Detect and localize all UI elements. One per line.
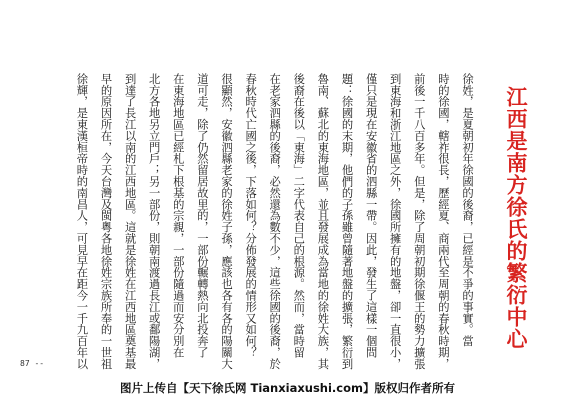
- page-number: 87 --: [20, 359, 45, 368]
- text-column: 在東海地區已經札下根基的宗親，一部份隨過而安分別在: [171, 73, 185, 358]
- text-column: 春秋時代亡國之後，下落如何？分佈發展的情形又如何？: [244, 73, 258, 358]
- text-column: 徐姓，是夏朝初年徐國的後裔，已經是不爭的事實。當: [461, 73, 474, 347]
- text-column: 題：徐國的末期，他們的子孫雖曾隨著地盤的擴張，繁衍到: [340, 73, 354, 370]
- text-column: 到達了長江以南的江西地區。這就是徐姓在江西地區奠基最: [123, 73, 137, 370]
- text-column: 北方各地另立門戶；另一部份，則朝南渡過長江或鄱陽湖，: [147, 73, 161, 370]
- text-column: 徐輝，是東漢桓帝時的南昌人，可見早在距今一千九百年以: [75, 73, 89, 370]
- text-column: 早的原因所在，今天台灣及閩粵各地徐姓宗族所奉的一世祖: [99, 73, 113, 370]
- watermark-footer: 图片上传自【天下徐氏网 Tianxiaxushi.com】版权归作者所有: [119, 381, 455, 395]
- text-column: 僅只是現在安徽省的泗縣一帶。因此，發生了這樣一個問: [364, 73, 378, 358]
- text-column: 到東海和浙江地區之外，徐國所擁有的地盤，卻一直很小，: [388, 73, 402, 370]
- text-column: 道可走，除了仍然留居故里的，一部份輾轉熱向北投奔了: [195, 73, 209, 358]
- chapter-heading: 江西是南方徐氏的繁衍中心: [504, 86, 528, 350]
- text-column: 後裔在後以「東海」二字代表自己的根源。然而，當時留: [292, 73, 306, 358]
- text-column: 魯南、蘇北的東海地區，並且發展成為當地的徐姓大族，其: [316, 73, 330, 370]
- text-column: 很顯然，安徽泗縣老家的徐姓子孫，應該也各有各的陽關大: [220, 73, 233, 370]
- text-column: 前後一千八百多年。但是，除了周朝初期徐偃王的勢力擴張: [412, 73, 426, 370]
- text-column: 時的徐國，轄祚很長，歷經夏、商兩代至周朝的春秋時期，: [436, 73, 450, 370]
- text-column: 在老家泗縣的後裔，必然還為數不少，這些徐國的後裔，於: [268, 73, 282, 370]
